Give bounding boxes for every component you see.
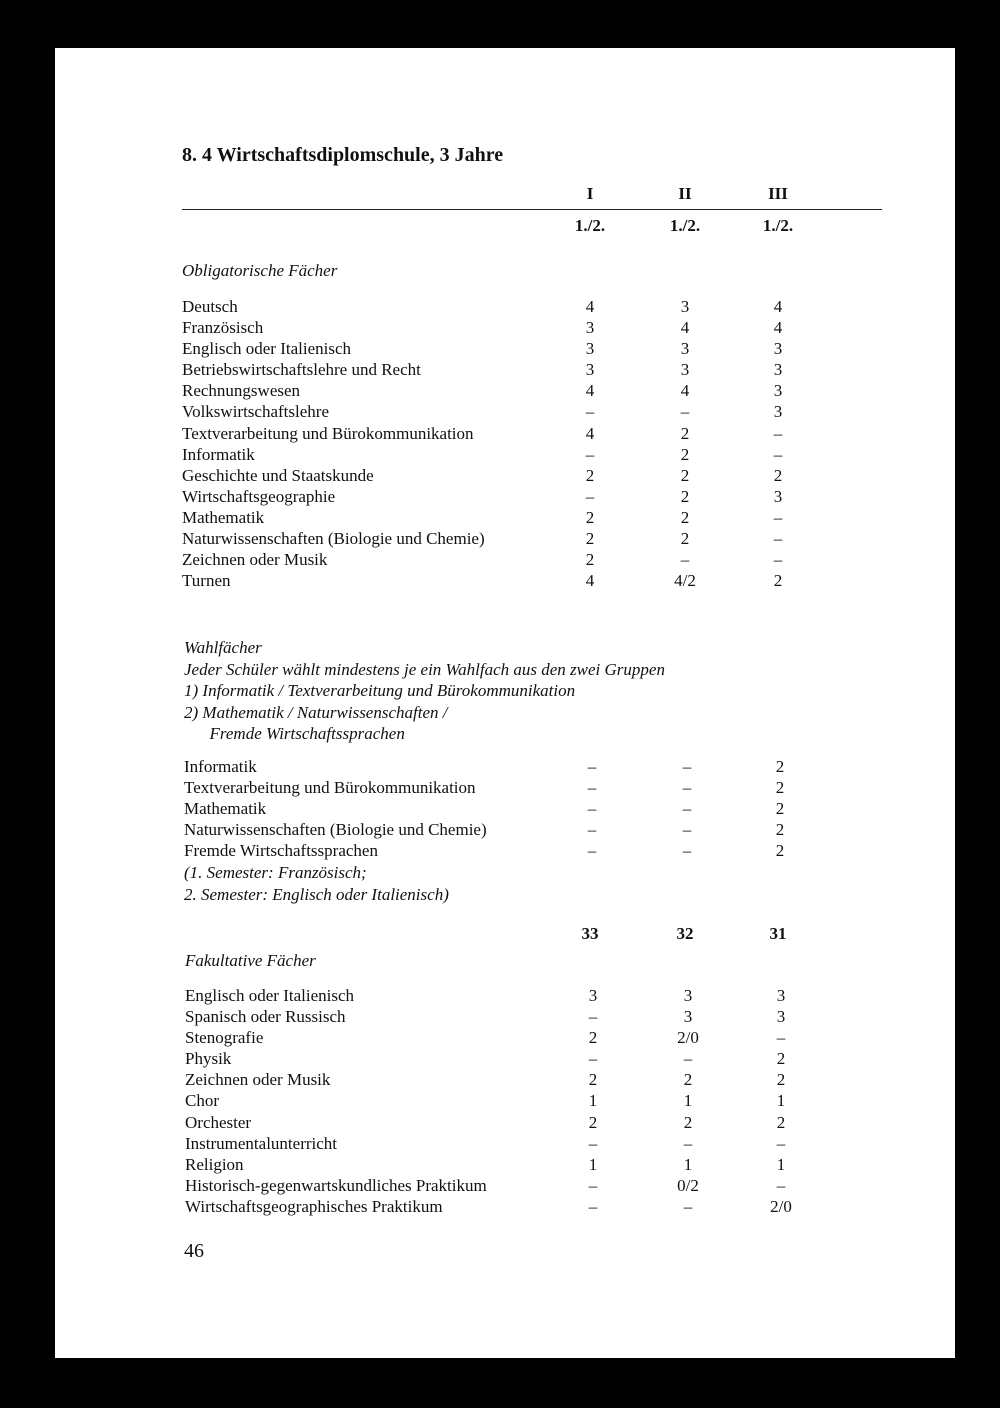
hours-cell-1: 1	[588, 1091, 598, 1111]
hours-cell-1: 3	[585, 318, 595, 338]
hours-cell-1: 4	[585, 381, 595, 401]
subject-label: Französisch	[182, 318, 264, 338]
hours-cell-3: 3	[773, 381, 783, 401]
obligatory-heading: Obligatorische Fächer	[182, 261, 338, 280]
section-title: 8. 4 Wirtschaftsdiplomschule, 3 Jahre	[182, 144, 504, 166]
table-row	[182, 465, 882, 486]
footnote-2: 2. Semester: Englisch oder Italienisch)	[184, 884, 449, 904]
hours-cell-3: 2	[775, 820, 785, 840]
hours-cell-1: –	[588, 1133, 598, 1153]
hours-cell-1: 2	[585, 550, 595, 570]
hours-cell-1: 3	[588, 986, 598, 1005]
table-row	[185, 1175, 885, 1196]
table-row	[182, 317, 882, 338]
table-row	[182, 423, 882, 444]
hours-cell-2: 2	[683, 1112, 693, 1132]
hours-cell-2: –	[682, 757, 692, 776]
hours-cell-3: 4	[773, 318, 783, 338]
subject-label: Chor	[185, 1091, 219, 1111]
hours-cell-1: –	[588, 1049, 598, 1069]
table-row	[185, 1133, 885, 1154]
hours-cell-3: 2	[775, 757, 785, 776]
hours-cell-1: –	[585, 402, 595, 422]
subject-label: Naturwissenschaften (Biologie und Chemie)	[184, 820, 487, 840]
elective-footnotes	[184, 862, 449, 905]
subject-label: Turnen	[182, 571, 231, 591]
hours-cell-3: 3	[776, 1007, 786, 1027]
subject-label: Historisch-gegenwartskundliches Praktikum	[185, 1175, 487, 1195]
subject-label: Textverarbeitung und Bürokommunikation	[182, 423, 474, 443]
hours-cell-3: 2	[776, 1049, 786, 1069]
hours-cell-2: 1	[683, 1091, 693, 1111]
elective-group-1: 1) Informatik / Textverarbeitung und Bürokommunikation	[184, 681, 576, 700]
hours-cell-2: 4	[680, 318, 690, 338]
table-row	[185, 1069, 885, 1090]
hours-cell-2: 3	[683, 986, 693, 1005]
table-row	[182, 380, 882, 401]
hours-cell-3: 2	[773, 465, 783, 485]
hours-cell-1: 1	[588, 1154, 598, 1174]
table-row	[184, 840, 884, 861]
hours-cell-2: 2	[680, 444, 690, 464]
table-row	[185, 1027, 885, 1048]
hours-cell-3: 2	[776, 1070, 786, 1090]
table-row	[182, 528, 882, 549]
table-row	[182, 486, 882, 507]
total-2: 32	[676, 924, 694, 943]
hours-cell-2: 4	[680, 381, 690, 401]
hours-cell-3: 2/0	[770, 1196, 792, 1216]
hours-cell-3: 3	[776, 986, 786, 1005]
hours-cell-3: 1	[776, 1154, 786, 1174]
hours-cell-2: 4/2	[674, 571, 696, 591]
hours-cell-1: 2	[588, 1112, 598, 1132]
hours-cell-2: 2	[680, 529, 690, 549]
table-row	[182, 507, 882, 528]
hours-cell-2: –	[682, 820, 692, 840]
hours-cell-1: –	[587, 778, 597, 798]
hours-cell-2: –	[683, 1049, 693, 1069]
total-3: 31	[769, 924, 787, 943]
footnote-1: (1. Semester: Französisch;	[184, 863, 367, 882]
hours-cell-2: 1	[683, 1154, 693, 1174]
subject-label: Instrumentalunterricht	[185, 1133, 338, 1153]
table-row	[182, 359, 882, 380]
subject-label: Deutsch	[182, 297, 238, 316]
hours-cell-1: –	[587, 841, 597, 861]
column-header-1: I	[586, 184, 594, 203]
hours-cell-1: –	[587, 820, 597, 840]
hours-cell-2: 3	[680, 339, 690, 359]
hours-cell-3: 3	[773, 339, 783, 359]
header-rule	[182, 209, 882, 210]
elective-instruction: Jeder Schüler wählt mindestens je ein Wahlfach aus den zwei Gruppen	[184, 659, 665, 679]
table-row	[182, 296, 882, 317]
hours-cell-3: –	[773, 444, 783, 464]
hours-cell-2: 2	[680, 507, 690, 527]
obligatory-table	[182, 296, 882, 591]
hours-cell-1: 2	[588, 1070, 598, 1090]
hours-cell-3: –	[773, 550, 783, 570]
subject-label: Informatik	[182, 444, 255, 464]
table-row	[184, 756, 884, 777]
column-headers	[55, 184, 955, 206]
hours-cell-3: 4	[773, 297, 783, 316]
subject-label: Fremde Wirtschaftssprachen	[184, 841, 378, 861]
subject-label: Religion	[185, 1154, 244, 1174]
hours-cell-3: 3	[773, 402, 783, 422]
table-row	[185, 985, 885, 1006]
subject-label: Englisch oder Italienisch	[182, 339, 352, 359]
table-row	[182, 570, 882, 591]
table-row	[185, 1048, 885, 1069]
hours-cell-1: –	[588, 1007, 598, 1027]
elective-group-2: 2) Mathematik / Naturwissenschaften /	[184, 702, 448, 722]
table-row	[182, 401, 882, 422]
table-row	[185, 1196, 885, 1217]
hours-cell-2: –	[680, 550, 690, 570]
page-number: 46	[184, 1240, 204, 1262]
semester-header-2: 1./2.	[669, 216, 701, 235]
table-row	[184, 798, 884, 819]
subject-label: Stenografie	[185, 1028, 264, 1048]
semester-header-1: 1./2.	[574, 216, 606, 235]
hours-cell-2: –	[682, 799, 692, 819]
subject-label: Orchester	[185, 1112, 252, 1132]
subject-label: Physik	[185, 1049, 232, 1069]
hours-cell-3: –	[773, 507, 783, 527]
hours-cell-2: –	[683, 1133, 693, 1153]
hours-cell-3: –	[773, 423, 783, 443]
hours-cell-1: –	[585, 486, 595, 506]
subject-label: Wirtschaftsgeographisches Praktikum	[185, 1196, 443, 1216]
subject-label: Betriebswirtschaftslehre und Recht	[182, 360, 421, 380]
hours-cell-1: –	[587, 757, 597, 776]
table-row	[182, 549, 882, 570]
hours-cell-3: 3	[773, 360, 783, 380]
hours-cell-1: 4	[585, 297, 595, 316]
optional-heading: Fakultative Fächer	[185, 951, 316, 970]
hours-cell-2: 2	[680, 423, 690, 443]
hours-cell-2: 2	[680, 465, 690, 485]
hours-cell-3: 2	[775, 841, 785, 861]
hours-cell-1: –	[587, 799, 597, 819]
semester-header-3: 1./2.	[762, 216, 794, 235]
hours-cell-1: 3	[585, 360, 595, 380]
hours-cell-3: –	[776, 1028, 786, 1048]
table-row	[184, 777, 884, 798]
hours-cell-3: 2	[775, 799, 785, 819]
hours-cell-2: 2	[680, 486, 690, 506]
table-row	[182, 338, 882, 359]
total-1: 33	[581, 924, 599, 943]
hours-cell-2: –	[682, 841, 692, 861]
hours-cell-2: –	[683, 1196, 693, 1216]
table-row	[182, 444, 882, 465]
elective-group-2-cont: Fremde Wirtschaftssprachen	[184, 724, 405, 743]
table-row	[184, 819, 884, 840]
hours-cell-3: 2	[776, 1112, 786, 1132]
subject-label: Textverarbeitung und Bürokommunikation	[184, 778, 476, 798]
subject-label: Rechnungswesen	[182, 381, 301, 401]
hours-cell-3: 3	[773, 486, 783, 506]
hours-cell-3: 2	[775, 778, 785, 798]
column-header-3: III	[768, 184, 788, 203]
elective-table	[184, 756, 884, 861]
hours-cell-3: 1	[776, 1091, 786, 1111]
hours-cell-3: –	[776, 1175, 786, 1195]
hours-cell-1: 2	[588, 1028, 598, 1048]
subject-label: Spanisch oder Russisch	[185, 1007, 346, 1027]
hours-cell-3: –	[773, 529, 783, 549]
hours-cell-1: –	[588, 1175, 598, 1195]
subject-label: Volkswirtschaftslehre	[182, 402, 329, 422]
hours-cell-2: 2/0	[677, 1028, 699, 1048]
hours-cell-2: 3	[683, 1007, 693, 1027]
table-row	[185, 1154, 885, 1175]
hours-cell-2: 3	[680, 297, 690, 316]
hours-cell-2: 0/2	[677, 1175, 699, 1195]
subject-label: Informatik	[184, 757, 257, 776]
hours-cell-1: 2	[585, 465, 595, 485]
subject-label: Mathematik	[184, 799, 267, 819]
elective-notes	[184, 637, 665, 745]
document-page	[55, 48, 955, 1358]
optional-table	[185, 985, 885, 1217]
subject-label: Mathematik	[182, 507, 265, 527]
totals-row	[55, 924, 955, 946]
column-header-2: II	[678, 184, 692, 203]
table-row	[185, 1006, 885, 1027]
hours-cell-3: –	[776, 1133, 786, 1153]
table-row	[185, 1090, 885, 1111]
subject-label: Geschichte und Staatskunde	[182, 465, 374, 485]
subject-label: Englisch oder Italienisch	[185, 986, 355, 1005]
hours-cell-1: –	[588, 1196, 598, 1216]
hours-cell-1: 4	[585, 571, 595, 591]
elective-heading: Wahlfächer	[184, 638, 262, 657]
hours-cell-2: –	[680, 402, 690, 422]
hours-cell-1: 3	[585, 339, 595, 359]
hours-cell-1: 4	[585, 423, 595, 443]
subject-label: Naturwissenschaften (Biologie und Chemie)	[182, 529, 485, 549]
subject-label: Zeichnen oder Musik	[185, 1070, 331, 1090]
hours-cell-1: 2	[585, 529, 595, 549]
hours-cell-3: 2	[773, 571, 783, 591]
hours-cell-1: –	[585, 444, 595, 464]
table-row	[185, 1112, 885, 1133]
hours-cell-2: 2	[683, 1070, 693, 1090]
hours-cell-1: 2	[585, 507, 595, 527]
subject-label: Zeichnen oder Musik	[182, 550, 328, 570]
semester-headers	[55, 216, 955, 238]
hours-cell-2: –	[682, 778, 692, 798]
hours-cell-2: 3	[680, 360, 690, 380]
subject-label: Wirtschaftsgeographie	[182, 486, 336, 506]
